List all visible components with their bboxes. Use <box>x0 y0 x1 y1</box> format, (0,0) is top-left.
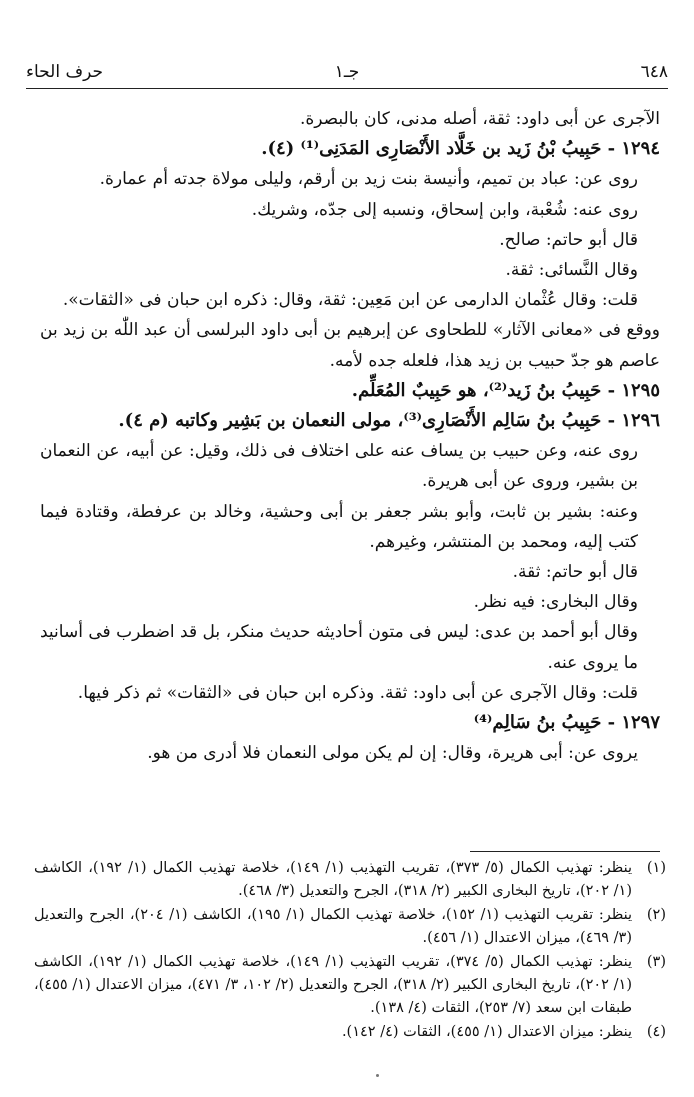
main-text <box>40 104 660 768</box>
entry-heading-1296: ١٢٩٦ - حَبِيبُ بنُ سَالِم الأَنْصَارِى⁽³⁾، مولى النعمان بن بَشِير وكاتبه (م ٤). <box>118 410 660 432</box>
body-paragraph: ووقع فى «معانى الآثار» للطحاوى عن إبرهيم بن أبى داود البرلسى أن عبد اللّٰه بن زيد بن عاصم هو جدّ حبيب بن زيد هذا، فلعله جده لأمه. <box>40 320 660 371</box>
entry-heading-1297: ١٢٩٧ - حَبِيبُ بنُ سَالِم⁽⁴⁾ <box>473 712 660 734</box>
body-paragraph: قال أبو حاتم: صالح. <box>499 229 638 250</box>
footnotes <box>34 857 666 1044</box>
footnote-text: ينظر: تهذيب الكمال (٥/ ٣٧٤)، تقريب التهذيب (١/ ١٤٩)، خلاصة تهذيب الكمال (١/ ١٩٢)، الكاشف (١/ ٢٠٢)، تاريخ البخارى الكبير (٢/ ٣١٨)، الجرح والتعديل (٢/ ١٠٢، ٣/ ٤٧١)، ميزان الاعتدال (١/ ٤٥٥)، طبقات ابن سعد (٧/ ٢٥٣)، الثقات (٤/ ١٣٨). <box>34 953 632 1017</box>
entry-heading-1294: ١٢٩٤ - حَبِيبُ بْنُ زَيد بن خَلَّاد الأَنْصَارِى المَدَنِى⁽¹⁾ (٤). <box>261 138 660 160</box>
page-number: ٦٤٨ <box>640 62 668 82</box>
body-paragraph: وقال النَّسائى: ثقة. <box>505 260 638 281</box>
footnote-number: (١) <box>646 860 666 876</box>
footnote-text: ينظر: ميزان الاعتدال (١/ ٤٥٥)، الثقات (٤/ ١٤٢). <box>341 1023 632 1040</box>
footnote-text: ينظر: تقريب التهذيب (١/ ١٥٢)، خلاصة تهذيب الكمال (١/ ١٩٥)، الكاشف (١/ ٢٠٤)، الجرح والتعديل (٣/ ٤٦٩)، ميزان الاعتدال (١/ ٤٥٦). <box>34 906 633 947</box>
footnote-number: (٢) <box>646 906 666 923</box>
body-paragraph: وعنه: بشير بن ثابت، وأبو بشر جعفر بن أبى وحشية، وخالد بن عرفطة، وقتادة فيما كتب إليه، ومحمد بن المنتشر، وغيرهم. <box>40 501 638 552</box>
footnote-number: (٣) <box>646 953 666 970</box>
footnote-item <box>34 857 666 904</box>
body-paragraph: قلت: وقال الآجرى عن أبى داود: ثقة. وذكره ابن حبان فى «الثقات» ثم ذكر فيها. <box>77 682 638 703</box>
entry-heading-1295: ١٢٩٥ - حَبِيبُ بنُ زَيد⁽²⁾، هو حَبِيبٌ المُعَلِّم. <box>351 379 660 401</box>
body-paragraph: روى عنه: شُعْبة، وابن إسحاق، ونسبه إلى جدّه، وشريك. <box>251 199 638 220</box>
footnote-item <box>34 904 666 951</box>
footnote-item <box>34 951 666 1021</box>
footnote-item <box>34 1021 666 1044</box>
footnote-number: (٤) <box>646 1023 666 1040</box>
running-header <box>26 62 668 88</box>
footnote-text: ينظر: تهذيب الكمال (٥/ ٣٧٣)، تقريب التهذيب (١/ ١٤٩)، خلاصة تهذيب الكمال (١/ ١٩٢)، الكاشف (١/ ٢٠٢)، تاريخ البخارى الكبير (٢/ ٣١٨)، الجرح والتعديل (٣/ ٤٦٨). <box>34 860 632 900</box>
print-speck <box>376 1074 379 1077</box>
header-rule <box>26 88 668 89</box>
body-paragraph: وقال البخارى: فيه نظر. <box>473 592 638 613</box>
body-paragraph: روى عن: عباد بن تميم، وأنيسة بنت زيد بن أرقم، وليلى مولاة جدته أم عمارة. <box>99 169 638 190</box>
chapter-title: حرف الحاء <box>26 62 103 82</box>
body-paragraph: قلت: وقال عُثْمان الدارمى عن ابن مَعِين: ثقة، وقال: ذكره ابن حبان فى «الثقات». <box>62 290 638 311</box>
body-paragraph: وقال أبو أحمد بن عدى: ليس فى متون أحاديثه حديث منكر، بل قد اضطرب فى أسانيد ما يروى عنه. <box>40 622 638 673</box>
volume-label: جـ١ <box>334 62 360 82</box>
body-paragraph: روى عنه، وعن حبيب بن يساف عنه على اختلاف فى ذلك، وقيل: عن أبيه، عن النعمان بن بشير، وروى عن أبى هريرة. <box>40 441 638 492</box>
footnote-rule <box>470 851 660 852</box>
body-paragraph: قال أبو حاتم: ثقة. <box>512 562 638 583</box>
body-paragraph: الآجرى عن أبى داود: ثقة، أصله مدنى، كان بالبصرة. <box>299 109 660 129</box>
body-paragraph: يروى عن: أبى هريرة، وقال: إن لم يكن مولى النعمان فلا أدرى من هو. <box>147 743 638 764</box>
